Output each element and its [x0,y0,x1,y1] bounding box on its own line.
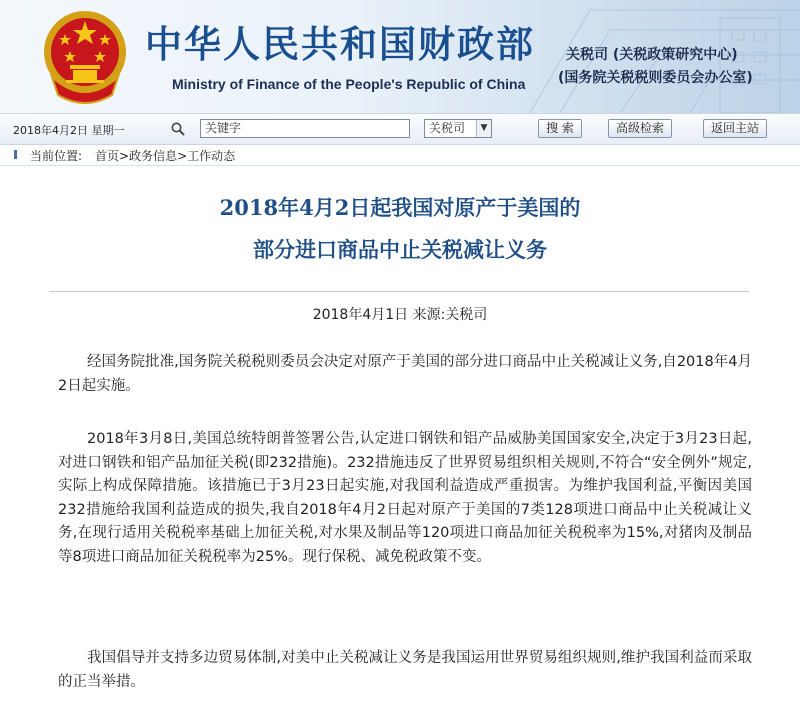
breadcrumb-gov-info[interactable]: 政务信息 [129,149,178,163]
breadcrumb-separator: > [119,149,130,163]
ministry-name-cn: 中华人民共和国财政部 [145,22,535,66]
article-paragraph-2 [58,428,752,569]
title-divider [49,291,749,292]
header-banner [0,0,800,113]
article-title-line1: 2018年4月2日起我国对原产于美国的 [219,195,581,220]
toolbar [0,113,800,145]
search-scope-select[interactable] [424,119,492,138]
search-button[interactable]: 搜 索 [538,119,582,138]
paragraph-text: 经国务院批准,国务院关税税则委员会决定对原产于美国的部分进口商品中止关税减让义务,自2018年4月2日起实施。 [58,354,752,394]
magnifier-icon [170,121,186,137]
paragraph-text: 2018年3月8日,美国总统特朗普签署公告,认定进口钢铁和铝产品威胁美国国家安全,决定于3月23日起,对进口钢铁和铝产品加征关税(即232措施)。232措施违反了世界贸易组织相关规则,不符合“安全例外”规定,实际上构成保障措施。该措施已于3月23日起实施,对我国利益造成严重损害。为维护我国利益,平衡因美国232措施给我国利益造成的损失,我自2018年4月2日起对原产于美国的7类128项进口商品中止关税减让义务,在现行适用关税税率基础上加征关税,对水果及制品等120项进口商品加征关税税率为15%,对猪肉及制品等8项进口商品加征关税税率为25%。现行保税、减免税政策不变。 [58,431,752,565]
article-paragraph-3 [58,647,752,694]
chevron-down-icon: ▼ [476,120,491,137]
article-paragraph-1 [58,351,752,398]
search-input[interactable]: 关键字 [200,119,410,138]
breadcrumb-trail [95,147,235,164]
breadcrumb [0,144,800,166]
breadcrumb-work-news[interactable]: 工作动态 [187,149,236,163]
breadcrumb-separator: > [177,149,188,163]
breadcrumb-home[interactable]: 首页 [95,149,120,163]
return-home-button[interactable]: 返回主站 [703,119,767,138]
department-subtitle: (国务院关税税则委员会办公室) [558,70,753,86]
department-name: 关税司 (关税政策研究中心) [566,47,738,63]
national-emblem-icon [40,7,130,105]
search-scope-value: 关税司 [429,121,466,135]
advanced-search-button[interactable]: 高级检索 [608,119,672,138]
breadcrumb-label: 当前位置: [30,149,83,163]
current-date: 2018年4月2日 星期一 [13,124,125,137]
breadcrumb-marker-icon [14,150,17,159]
article-meta: 2018年4月1日 来源:关税司 [312,307,488,323]
article-title-line2: 部分进口商品中止关税减让义务 [253,237,547,262]
paragraph-text: 我国倡导并支持多边贸易体制,对美中止关税减让义务是我国运用世界贸易组织规则,维护我国利益而采取的正当举措。 [58,650,752,690]
ministry-name-en: Ministry of Finance of the People's Republic of China [172,76,526,92]
